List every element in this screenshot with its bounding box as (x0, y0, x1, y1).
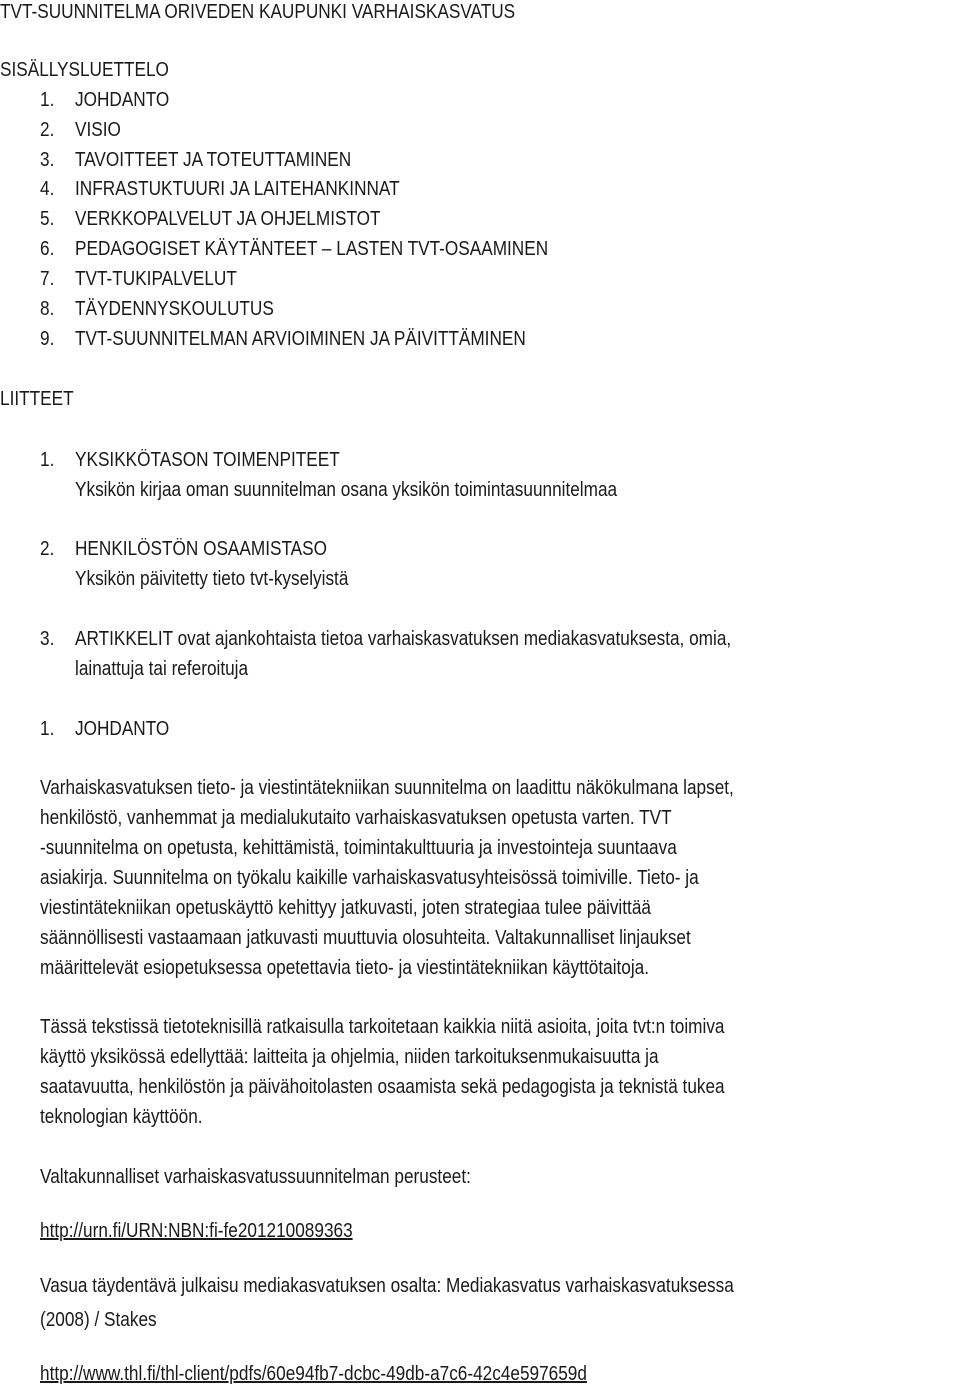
toc-item-number: 2. (40, 119, 55, 141)
toc-item-number: 4. (40, 178, 55, 200)
document-title: TVT-SUUNNITELMA ORIVEDEN KAUPUNKI VARHAISKASVATUS (0, 1, 516, 23)
toc-item: TVT-TUKIPALVELUT (75, 268, 237, 290)
paragraph-line: käyttö yksikössä edellyttää: laitteita ja ohjelmia, niiden tarkoituksenmukaisuutta ja (40, 1046, 659, 1068)
toc-item-number: 1. (40, 89, 55, 111)
section-number: 1. (40, 718, 55, 740)
toc-item: PEDAGOGISET KÄYTÄNTEET – LASTEN TVT-OSAAMINEN (75, 238, 549, 260)
paragraph-line: teknologian käyttöön. (40, 1106, 203, 1128)
appendix-number: 3. (40, 628, 55, 650)
toc-item-number: 6. (40, 238, 55, 260)
appendix-description: Yksikön päivitetty tieto tvt-kyselyistä (75, 568, 349, 590)
paragraph-line: henkilöstö, vanhemmat ja medialukutaito varhaiskasvatuksen opetusta varten. TVT (40, 807, 672, 829)
paragraph-line: säännöllisesti vastaamaan jatkuvasti muuttuvia olosuhteita. Valtakunnalliset linjaukset (40, 927, 691, 949)
vasu-reference-line: Vasua täydentävä julkaisu mediakasvatuksen osalta: Mediakasvatus varhaiskasvatuksessa (40, 1275, 734, 1297)
toc-item-number: 7. (40, 268, 55, 290)
toc-item: TVT-SUUNNITELMAN ARVIOIMINEN JA PÄIVITTÄMINEN (75, 328, 526, 350)
toc-item: VISIO (75, 119, 121, 141)
appendix-title: YKSIKKÖTASON TOIMENPITEET (75, 449, 340, 471)
appendix-description: lainattuja tai referoituja (75, 658, 249, 680)
paragraph-line: Varhaiskasvatuksen tieto- ja viestintätekniikan suunnitelma on laadittu näkökulmana lapset, (40, 777, 734, 799)
toc-item-number: 8. (40, 298, 55, 320)
toc-item-number: 3. (40, 149, 55, 171)
paragraph-line: -suunnitelma on opetusta, kehittämistä, toimintakulttuuria ja investointeja suuntaava (40, 837, 677, 859)
vasu-reference-line: (2008) / Stakes (40, 1309, 157, 1331)
toc-item: JOHDANTO (75, 89, 170, 111)
toc-item: VERKKOPALVELUT JA OHJELMISTOT (75, 208, 381, 230)
toc-item-number: 9. (40, 328, 55, 350)
paragraph-line: Tässä tekstissä tietoteknisillä ratkaisulla tarkoitetaan kaikkia niitä asioita, joita tvt:n toimiva (40, 1016, 725, 1038)
paragraph-line: asiakirja. Suunnitelma on työkalu kaikille varhaiskasvatusyhteisössä toimiville. Tieto- ja (40, 867, 699, 889)
toc-heading: SISÄLLYSLUETTELO (0, 59, 169, 81)
toc-item: INFRASTUKTUURI JA LAITEHANKINNAT (75, 178, 400, 200)
appendix-number: 1. (40, 449, 55, 471)
curriculum-label: Valtakunnalliset varhaiskasvatussuunnitelman perusteet: (40, 1166, 471, 1188)
appendices-heading: LIITTEET (0, 388, 74, 410)
appendix-title: ARTIKKELIT ovat ajankohtaista tietoa varhaiskasvatuksen mediakasvatuksesta, omia, (75, 628, 732, 650)
paragraph-line: saatavuutta, henkilöstön ja päivähoitolasten osaamista sekä pedagogista ja teknistä tukea (40, 1076, 725, 1098)
appendix-description: Yksikön kirjaa oman suunnitelman osana yksikön toimintasuunnitelmaa (75, 479, 618, 501)
toc-item-number: 5. (40, 208, 55, 230)
paragraph-line: määrittelevät esiopetuksessa opetettavia tieto- ja viestintätekniikan käyttötaitoja. (40, 957, 650, 979)
appendix-number: 2. (40, 538, 55, 560)
toc-item: TAVOITTEET JA TOTEUTTAMINEN (75, 149, 352, 171)
toc-item: TÄYDENNYSKOULUTUS (75, 298, 274, 320)
appendix-title: HENKILÖSTÖN OSAAMISTASO (75, 538, 328, 560)
section-heading: JOHDANTO (75, 718, 170, 740)
paragraph-line: viestintätekniikan opetuskäyttö kehittyy jatkuvasti, joten strategiaa tulee päivittää (40, 897, 651, 919)
curriculum-link[interactable]: http://urn.fi/URN:NBN:fi-fe201210089363 (40, 1220, 353, 1242)
vasu-link[interactable]: http://www.thl.fi/thl-client/pdfs/60e94fb7-dcbc-49db-a7c6-42c4e597659d (40, 1363, 587, 1385)
